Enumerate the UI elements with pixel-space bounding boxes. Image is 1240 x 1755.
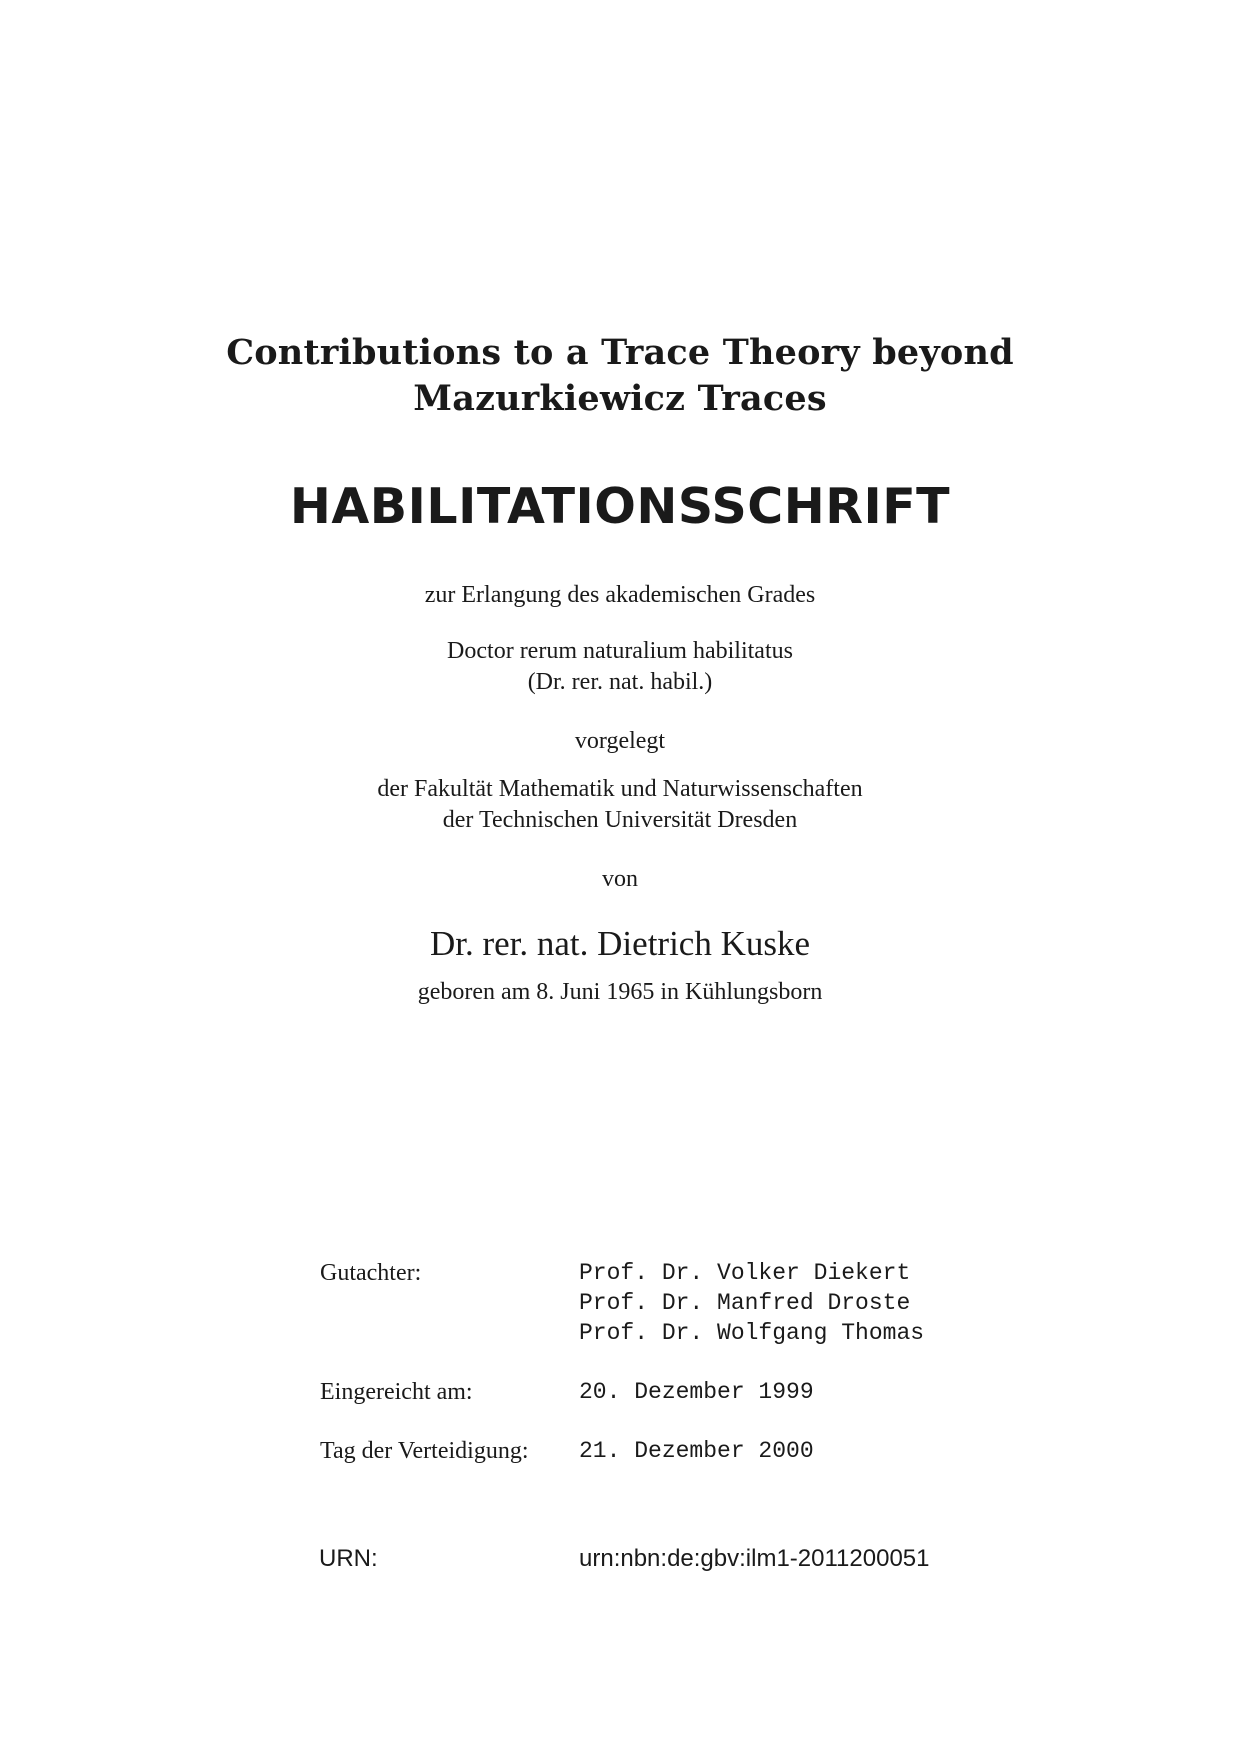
degree-name: Doctor rerum naturalium habilitatus <box>447 638 793 664</box>
urn-value: urn:nbn:de:gbv:ilm1-2011200051 <box>579 1545 930 1572</box>
by-word: von <box>602 866 638 892</box>
institution-block <box>0 774 1240 836</box>
defense-date-label: Tag der Verteidigung: <box>320 1438 529 1464</box>
reviewers-label: Gutachter: <box>320 1260 422 1286</box>
submitted-date-label: Eingereicht am: <box>320 1379 473 1405</box>
reviewer-1: Prof. Dr. Volker Diekert <box>579 1260 911 1286</box>
defense-date: 21. Dezember 2000 <box>579 1438 814 1464</box>
author-birth: geboren am 8. Juni 1965 in Kühlungsborn <box>417 979 823 1005</box>
urn-label: URN: <box>319 1545 378 1572</box>
degree-block <box>0 636 1240 698</box>
reviewer-3: Prof. Dr. Wolfgang Thomas <box>579 1320 925 1346</box>
institution-faculty: der Fakultät Mathematik und Naturwissenschaften <box>377 776 863 802</box>
degree-abbreviation: (Dr. rer. nat. habil.) <box>527 669 713 695</box>
thesis-title-line-1: Contributions to a Trace Theory beyond <box>226 332 1014 373</box>
submitted-date: 20. Dezember 1999 <box>579 1379 814 1405</box>
submitted-word: vorgelegt <box>574 728 666 754</box>
thesis-title-line-2: Mazurkiewicz Traces <box>413 378 827 419</box>
document-type-heading: HABILITATIONSSCHRIFT <box>289 478 951 535</box>
institution-university: der Technischen Universität Dresden <box>442 807 798 833</box>
purpose-text: zur Erlangung des akademischen Grades <box>424 582 816 608</box>
author-name: Dr. rer. nat. Dietrich Kuske <box>429 924 811 963</box>
thesis-title <box>0 330 1240 422</box>
reviewer-2: Prof. Dr. Manfred Droste <box>579 1290 911 1316</box>
